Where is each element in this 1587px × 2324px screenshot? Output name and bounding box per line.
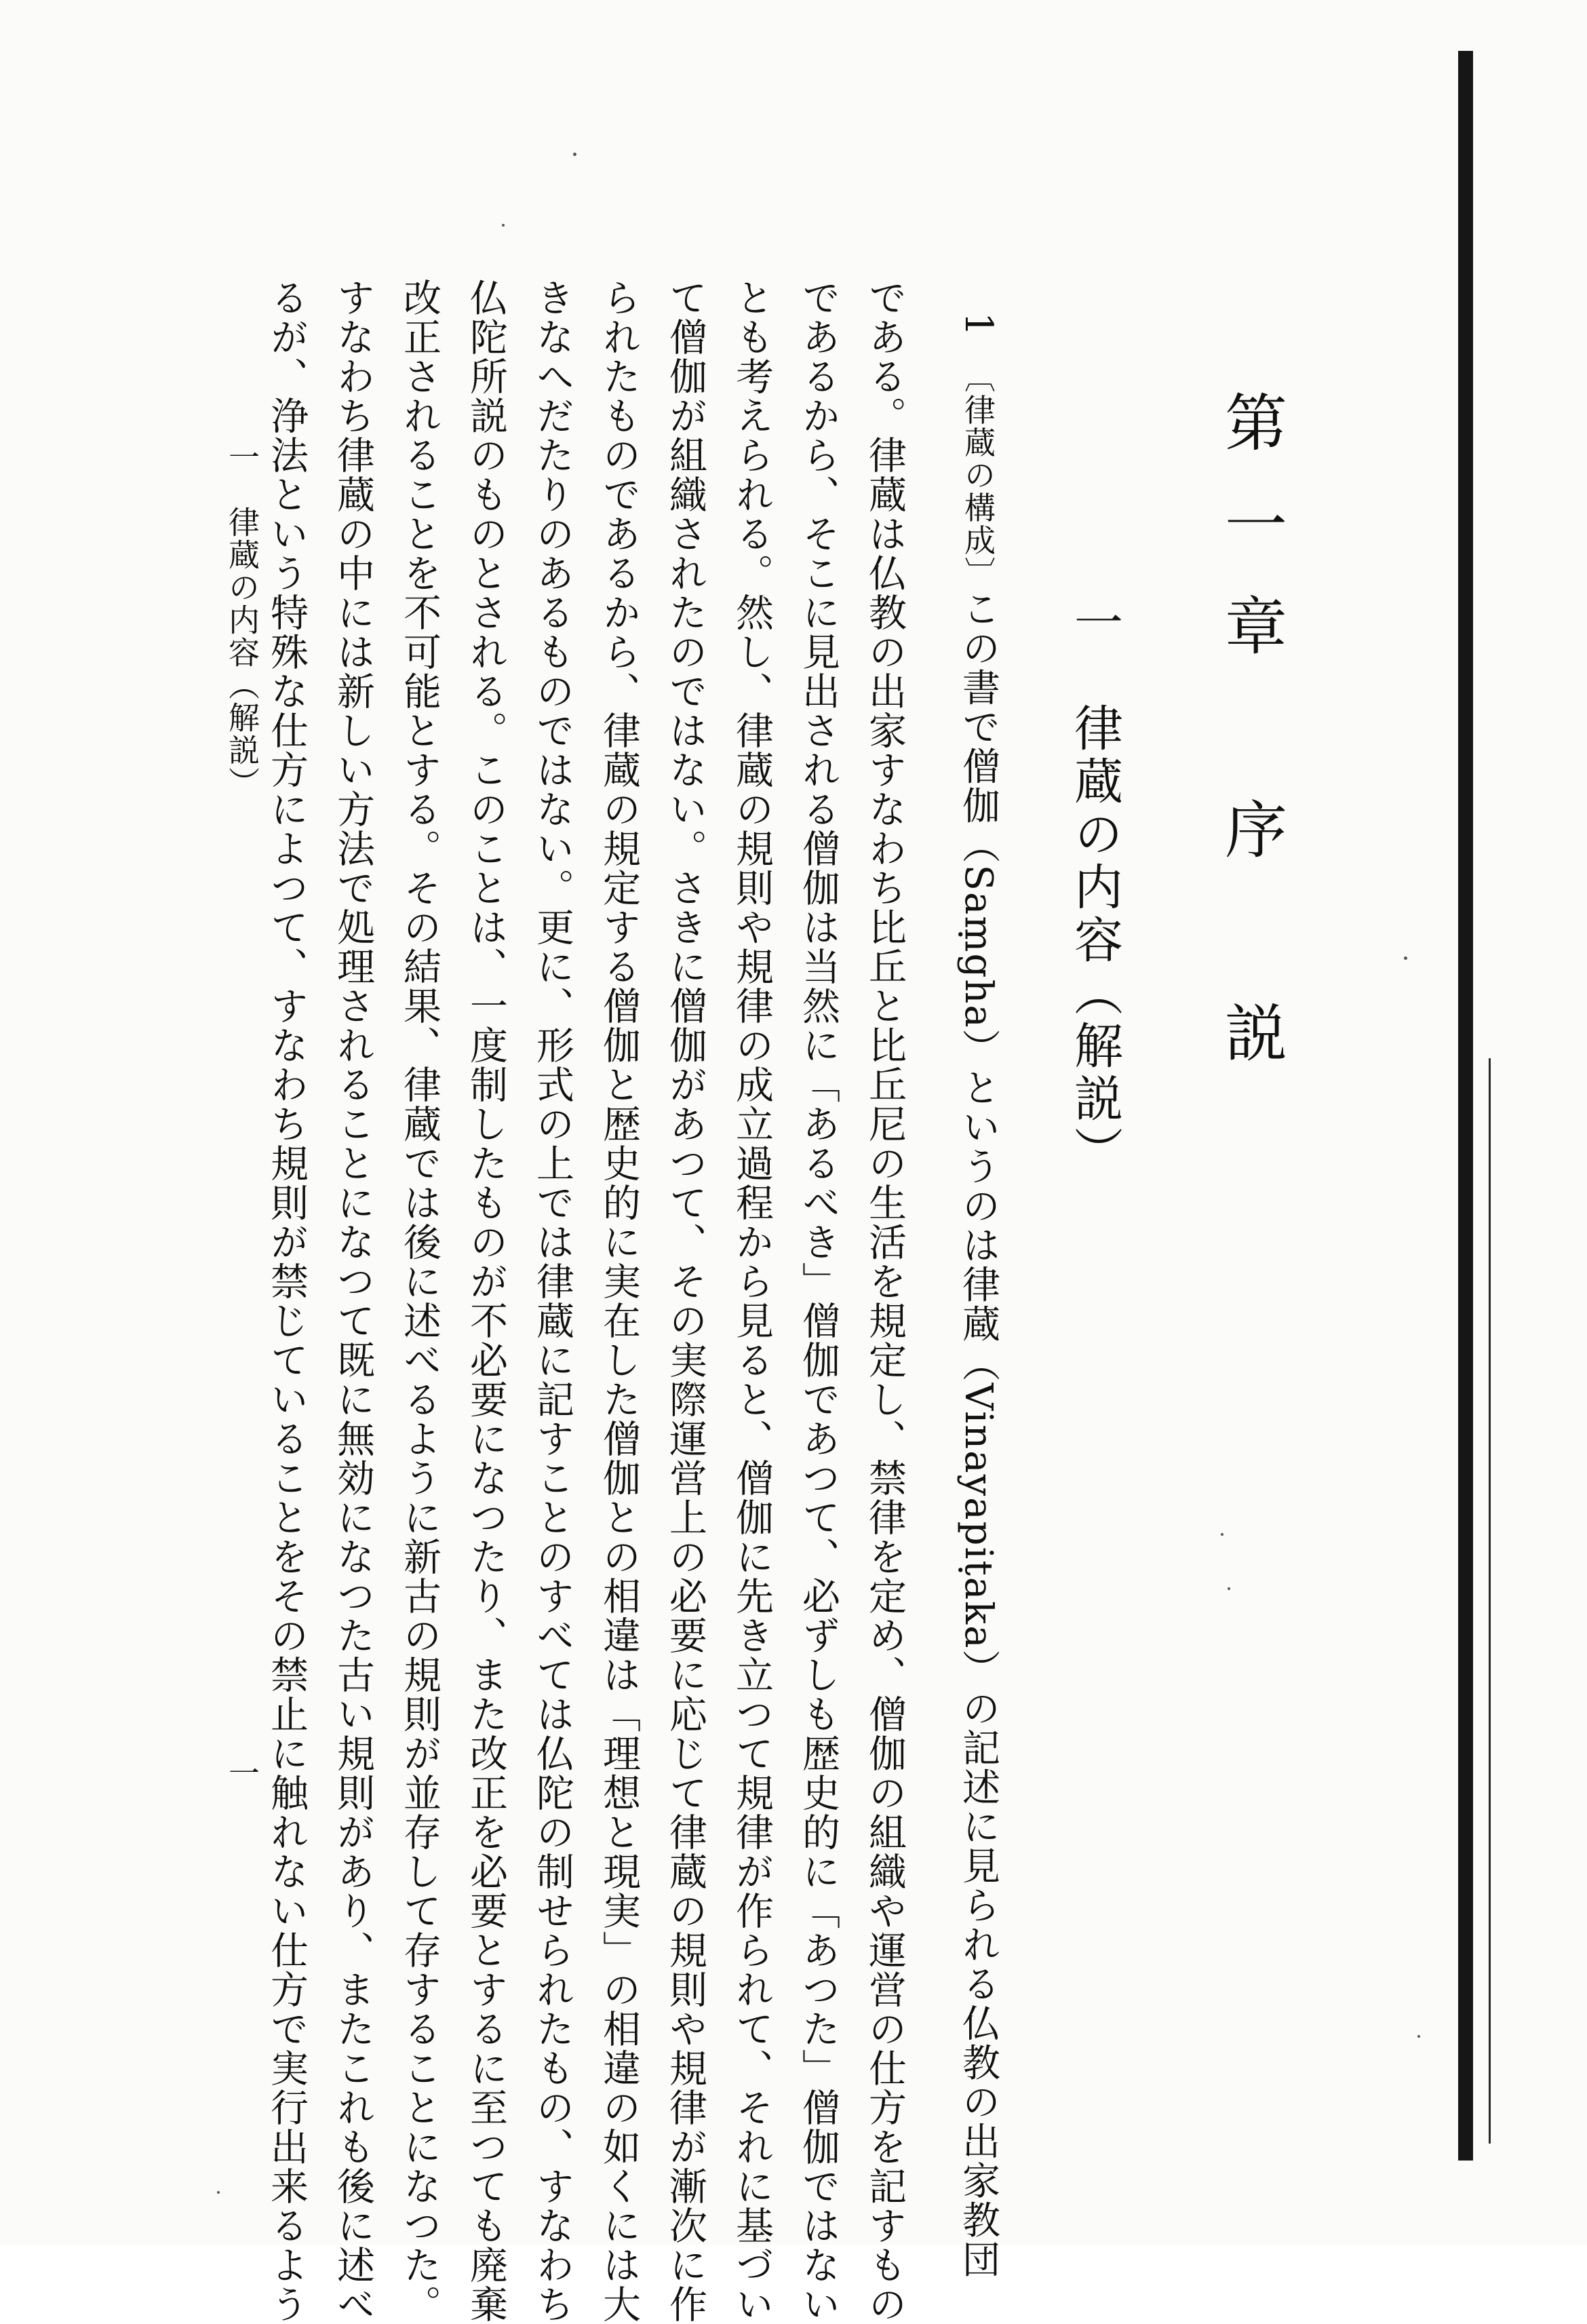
section-title: 一 律蔵の内容（解説）	[1066, 597, 1123, 1179]
scan-speck	[1404, 956, 1407, 960]
scan-speck	[573, 153, 576, 156]
body-line: られたものであるから、律蔵の規定する僧伽と歴史的に実在した僧伽との相違は「理想と現実」の相違の如くには大	[597, 278, 641, 2324]
body-line: すなわち律蔵の中には新しい方法で処理されることになつて既に無効になつた古い規則があり、またこれも後に述べ	[331, 278, 375, 2324]
body-line: て僧伽が組織されたのではない。さきに僧伽があつて、その実際運営上の必要に応じて律蔵の規則や規律が漸次に作	[663, 278, 707, 2324]
paragraph-number: 1	[956, 312, 1000, 338]
scan-speck	[1221, 1533, 1223, 1536]
body-line: るが、浄法という特殊な仕方によつて、すなわち規則が禁じていることをその禁止に触れない仕方で実行出来るよう	[264, 278, 309, 2324]
body-line: 改正されることを不可能とする。その結果、律蔵では後に述べるように新古の規則が並存して存することになつた。	[397, 278, 442, 2324]
page-number: 一	[224, 1757, 260, 1788]
running-title: 一 律蔵の内容（解説）	[224, 441, 260, 799]
binding-edge	[1489, 1058, 1491, 2144]
scan-speck	[502, 224, 505, 227]
binding-shadow	[1458, 51, 1473, 2161]
scan-speck	[1228, 1587, 1230, 1590]
body-line: である。律蔵は仏教の出家すなわち比丘と比丘尼の生活を規定し、禁律を定め、僧伽の組織や運営の仕方を記すもの	[863, 278, 907, 2324]
body-line: とも考えられる。然し、律蔵の規則や規律の成立過程から見ると、僧伽に先き立つて規律が作られて、それに基づい	[730, 278, 774, 2324]
body-line: きなへだたりのあるものではない。更に、形式の上では律蔵に記すことのすべては仏陀の制せられたもの、すなわち	[530, 278, 574, 2324]
paragraph-heading: 〔律蔵の構成〕	[960, 376, 996, 589]
paragraph-first-line	[956, 312, 1000, 2279]
scan-speck	[217, 2191, 220, 2194]
body-line: であるから、そこに見出される僧伽は当然に「あるべき」僧伽であつて、必ずしも歴史的に「あつた」僧伽ではない	[796, 278, 840, 2324]
paragraph-first-line-text: この書で僧伽（Saṃgha）というのは律蔵（Vinayapiṭaka）の記述に見られる仏教の出家教団	[956, 589, 1000, 2279]
scan-speck	[1417, 2035, 1420, 2038]
body-line: 仏陀所説のものとされる。このことは、一度制したものが不必要になつたり、また改正を必要とするに至つても廃棄	[464, 278, 508, 2324]
chapter-title: 第一章 序 説	[1215, 390, 1287, 1102]
